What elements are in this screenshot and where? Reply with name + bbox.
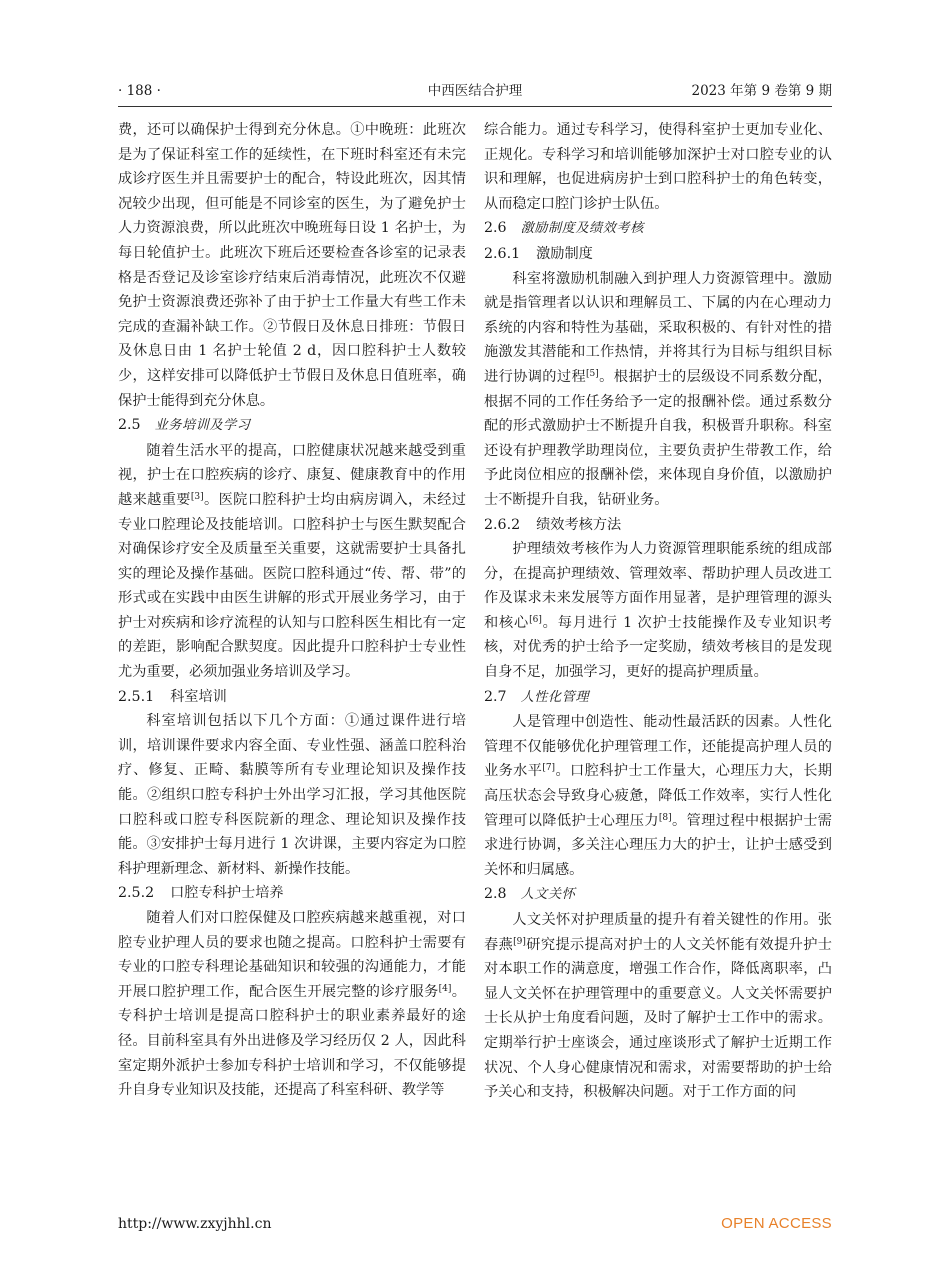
paragraph: 综合能力。通过专科学习，使得科室护士更加专业化、正规化。专科学习和培训能够加深护士对口腔专业的认识和理解，也促进病房护士到口腔科护士的角色转变，从而稳定口腔门诊护士队伍。 [484,122,832,212]
section-number: 2.6.1 [484,245,521,262]
journal-title: 中西医结合护理 [427,83,523,99]
paragraph-text: 随着人们对口腔保健及口腔疾病越来越重视，对口腔专业护理人员的要求也随之提高。口腔科护士需要有专业的口腔专科理论基础知识和较强的沟通能力，才能开展口腔护理工作，配合医生开展完整的诊疗服务 [118,910,466,1000]
section-heading-2-7 [484,685,832,711]
paragraph [484,710,832,882]
section-number: 2.5 [118,417,141,434]
paragraph-text: 护理绩效考核作为人力资源管理职能系统的组成部分，在提高护理绩效、管理效率、帮助护理人员改进工作及谋求未来发展等方面作用显著，是护理管理的源头和核心 [484,541,832,631]
paragraph-text: 人是管理中创造性、能动性最活跃的因素。人性化管理不仅能够优化护理管理工作，还能提高护理人员的业务水平 [484,714,832,780]
section-title: 人性化管理 [520,689,590,705]
paragraph-text: 人文关怀对护理质量的提升有着关键性的作用。张春燕 [484,912,832,953]
citation: [6] [529,614,542,625]
paragraph: 科室培训包括以下几个方面：①通过课件进行培训，培训课件要求内容全面、专业性强、涵盖口腔科治疗、修复、正畸、黏膜等所有专业理论知识及操作技能。②组织口腔专科护士外出学习汇报，学习其他医院口腔科或口腔专科医院新的理念、理论知识及操作技能。③安排护士每月进行 1 次讲课，主要内容定为口腔科护理新理念、新材料、新操作技能。 [118,713,466,877]
paragraph [118,439,466,685]
section-number: 2.6.2 [484,516,521,533]
citation: [9] [513,936,526,947]
paragraph-text: 。专科护士培训是提高口腔科护士的职业素养最好的途径。目前科室具有外出进修及学习经历仅 2 人，因此科室定期外派护士参加专科护士培训和学习，不仅能够提升自身专业知识及技能，还提高了科室科研、教学等 [118,983,466,1099]
section-title: 人文关怀 [520,887,576,903]
citation: [4] [438,983,452,994]
section-number: 2.6 [484,220,507,237]
section-heading-2-6 [484,216,832,242]
paragraph [118,906,466,1103]
section-title: 科室培训 [170,688,227,705]
paragraph-text: 。医院口腔科护士均由病房调入，未经过专业口腔理论及技能培训。口腔科护士与医生默契配合对确保诊疗安全及质量至关重要，这就需要护士具备扎实的理论及操作基础。医院口腔科通过“传、帮、带”的形式或在实践中由医生讲解的形式开展业务学习，由于护士对疾病和诊疗流程的认知与口腔科医生相比有一定的差距，影响配合默契度。因此提升口腔科护士专业性尤为重要，必须加强业务培训及学习。 [118,491,466,681]
citation: [8] [658,812,672,823]
section-number: 2.8 [484,886,507,903]
section-heading-2-5 [118,413,466,439]
page-number: · 188 · [118,83,161,99]
header-rule [118,106,832,107]
section-number: 2.5.1 [118,688,155,705]
paragraph [484,537,832,685]
citation: [7] [542,763,556,774]
section-title: 激励制度及绩效考核 [520,221,644,237]
running-header [118,80,832,102]
left-column [118,118,466,1198]
citation: [3] [190,491,204,502]
section-title: 业务培训及学习 [154,418,251,434]
citation: [5] [586,368,599,379]
section-number: 2.7 [484,688,507,705]
paragraph-text: 随着生活水平的提高，口腔健康状况越来越受到重视，护士在口腔疾病的诊疗、康复、健康教育中的作用越来越重要 [118,442,466,508]
section-heading-2-6-2 [484,513,832,538]
paragraph-text: 。管理过程中根据护士需求进行协调，多关注心理压力大的护士，让护士感受到关怀和归属感。 [484,812,832,878]
paragraph-text: 研究提示提高对护士的人文关怀能有效提升护士对本职工作的满意度，增强工作合作，降低离职率，凸显人文关怀在护理管理中的重要意义。人文关怀需要护士长从护士角度看问题，及时了解护士工作中的需求。定期举行护士座谈会，通过座谈形式了解护士近期工作状况、个人身心健康情况和需求，对需要帮助的护士给予关心和支持，积极解决问题。对于工作方面的问 [484,936,832,1101]
paragraph-text: 科室将激励机制融入到护理人力资源管理中。激励就是指管理者以认识和理解员工、下属的内在心理动力系统的内容和特性为基础，采取积极的、有针对性的措施激发其潜能和工作热情，并将其行为目标与组织目标进行协调的过程 [484,270,832,385]
section-title: 口腔专科护士培养 [170,885,284,902]
paragraph [484,267,832,513]
section-heading-2-6-1 [484,242,832,267]
paragraph-text: 。根据护士的层级设不同系数分配，根据不同的工作任务给予一定的报酬补偿。通过系数分配的形式激励护士不断提升自我，积极晋升职称。科室还设有护理教学助理岗位，主要负责护生带教工作，给予此岗位相应的报酬补偿，来体现自身价值，以激励护士不断提升自我，钻研业务。 [484,368,832,508]
section-number: 2.5.2 [118,885,155,902]
paragraph-text: 。口腔科护士工作量大，心理压力大，长期高压状态会导致身心疲惫，降低工作效率，实行人性化管理可以降低护士心理压力 [484,763,832,829]
journal-url-link[interactable]: http://www.zxyjhhl.cn [118,1216,272,1232]
paragraph-text: 。每月进行 1 次护士技能操作及专业知识考核，对优秀的护士给予一定奖励，绩效考核目的是发现自身不足，加强学习，更好的提高护理质量。 [484,614,832,681]
paragraph [484,908,832,1105]
open-access-label: OPEN ACCESS [721,1215,832,1232]
page-footer [118,1212,832,1236]
section-heading-2-8 [484,882,832,908]
section-title: 绩效考核方法 [536,516,622,533]
paragraph: 费，还可以确保护士得到充分休息。①中晚班：此班次是为了保证科室工作的延续性，在下班时科室还有未完成诊疗医生并且需要护士的配合，特设此班次，因其情况较少出现，但可能是不同诊室的医生，为了避免护士人力资源浪费，所以此班次中晚班每日设 1 名护士，为每日轮值护士。此班次下班后还要检查各诊室的记录表格是否登记及诊室诊疗结束后消毒情况，此班次不仅避免护士资源浪费还弥补了由于护士工作量大有些工作未完成的查漏补缺工作。②节假日及休息日排班：节假日及休息日由 1 名护士轮值 2 d，因口腔科护士人数较少，这样安排可以降低护士节假日及休息日值班率，确保护士能得到充分休息。 [118,122,466,409]
right-column [484,118,832,1198]
issue-info: 2023 年第 9 卷第 9 期 [691,83,832,99]
section-heading-2-5-2 [118,881,466,906]
section-title: 激励制度 [536,245,593,262]
section-heading-2-5-1 [118,685,466,710]
